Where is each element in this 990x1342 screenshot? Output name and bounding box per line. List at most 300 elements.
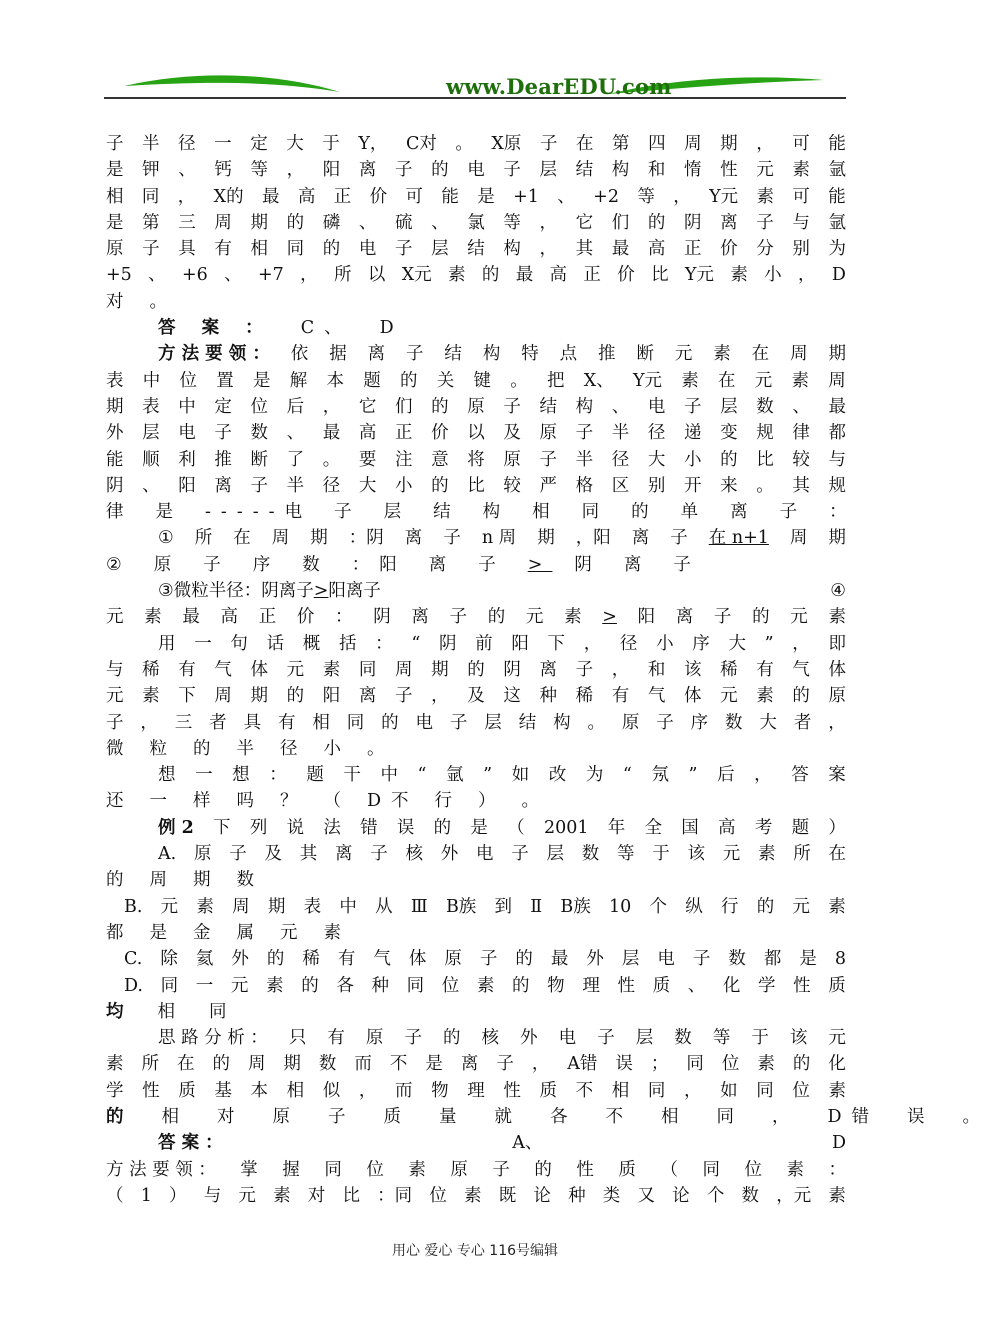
text-token: 话 xyxy=(266,633,285,654)
text-line xyxy=(106,210,846,236)
text-token: 一 xyxy=(195,765,213,786)
text-token: ， xyxy=(828,712,846,733)
text-token: 子 xyxy=(539,134,558,154)
text-token: 气 xyxy=(647,686,666,707)
text-token: 中 xyxy=(339,896,357,917)
text-token: 径 xyxy=(611,449,630,470)
text-token: 物 xyxy=(431,1080,449,1101)
text-token: ； xyxy=(650,1054,669,1075)
text-token: 1 xyxy=(140,1185,152,1206)
text-token: 高 xyxy=(358,423,377,444)
text-token: 元 xyxy=(790,607,808,628)
text-token: 稀 xyxy=(720,659,738,680)
text-token: （ xyxy=(106,1185,124,1206)
text-token: 电 xyxy=(467,160,485,181)
text-token: 同 xyxy=(686,1054,704,1075)
text-token: 原 xyxy=(272,1106,300,1127)
text-line xyxy=(106,657,846,683)
text-token: 正 xyxy=(684,239,702,260)
text-token: ， xyxy=(583,633,602,654)
text-token: 构 xyxy=(482,502,511,523)
text-line xyxy=(106,289,846,315)
text-token: 最 xyxy=(515,265,534,286)
text-token: 子 xyxy=(395,160,413,181)
text-line xyxy=(106,131,846,157)
text-token: 位 xyxy=(250,396,268,417)
text-token: ） xyxy=(478,791,506,812)
text-token: 子 xyxy=(503,160,521,181)
text-token: ： xyxy=(828,1159,846,1180)
text-token: 同 xyxy=(756,1080,774,1101)
text-token: 原 xyxy=(467,396,485,417)
text-token: ： xyxy=(243,581,262,602)
text-token: 可 xyxy=(405,186,423,207)
text-token: 周 xyxy=(214,686,232,707)
text-token: C对 xyxy=(405,134,437,154)
text-token: ，阳 xyxy=(575,528,611,549)
text-token: 一 xyxy=(149,791,177,812)
text-token: 了 xyxy=(286,449,305,470)
text-token: 大 xyxy=(647,449,666,470)
text-token: ， xyxy=(772,1106,800,1127)
text-token: X原 xyxy=(491,134,522,154)
text-token: 来 xyxy=(720,475,738,496)
text-line xyxy=(106,447,846,473)
text-token: X元 xyxy=(401,265,432,286)
text-token: 元 xyxy=(525,607,544,628)
text-token: 氩 xyxy=(828,160,846,181)
text-token: 中 xyxy=(178,396,196,417)
text-token: 断 xyxy=(250,449,268,470)
text-line xyxy=(106,525,846,551)
text-token: 径 xyxy=(178,134,196,154)
text-token: 题 xyxy=(791,817,810,838)
document-body xyxy=(106,131,990,1209)
text-token: 题 xyxy=(363,370,381,391)
text-token: ② xyxy=(106,554,132,575)
text-token: 位 xyxy=(366,1159,384,1180)
text-token: D xyxy=(379,318,404,339)
text-token: 子 xyxy=(406,344,424,365)
text-token: 序 xyxy=(690,712,709,733)
text-token: A错 xyxy=(567,1054,598,1075)
text-token: 方 法 要 领 ： xyxy=(106,1159,216,1180)
text-token: ， xyxy=(684,1080,702,1101)
text-token: 半 xyxy=(286,475,305,496)
text-token: 一 xyxy=(214,134,232,154)
text-token: 离 xyxy=(358,686,377,707)
text-token: 表 xyxy=(303,896,322,917)
text-token: 粒 xyxy=(191,581,209,602)
text-token: 考 xyxy=(754,817,773,838)
text-token: 素 xyxy=(196,896,214,917)
text-token: 案 xyxy=(828,765,846,786)
text-token: 后 xyxy=(717,765,735,786)
text-token: 其 xyxy=(299,844,318,865)
text-token: 正 xyxy=(583,265,601,286)
text-token: 子 xyxy=(478,554,506,575)
text-token: 径 xyxy=(226,581,244,602)
text-token: ， xyxy=(754,765,772,786)
text-token: 体 xyxy=(408,949,427,970)
text-token: 周 xyxy=(149,870,177,891)
text-line xyxy=(106,341,846,367)
text-token: 素 xyxy=(828,1080,846,1101)
text-token: 在 xyxy=(751,344,770,365)
text-line xyxy=(106,788,846,814)
text-token: 结 xyxy=(444,344,462,365)
text-token: 它 xyxy=(575,212,594,233)
text-token: ① xyxy=(158,528,174,549)
text-token: 子 xyxy=(328,1106,356,1127)
text-token: X的 xyxy=(213,186,244,207)
text-line xyxy=(106,710,846,736)
text-token: 素 xyxy=(564,607,582,628)
text-token: 可 xyxy=(792,186,810,207)
text-token: 于 xyxy=(652,844,670,865)
text-token: 外 xyxy=(440,844,459,865)
text-token: Y元 xyxy=(709,186,739,207)
text-token: 的 xyxy=(647,212,666,233)
text-token: 子 xyxy=(334,502,362,523)
text-token: 子 xyxy=(214,423,232,444)
text-token: 的 xyxy=(431,475,449,496)
text-token: 较 xyxy=(503,475,521,496)
text-token: 误 xyxy=(907,1106,935,1127)
text-token: 的 xyxy=(381,712,399,733)
text-token: 律 xyxy=(792,423,810,444)
text-token: 构 xyxy=(482,344,501,365)
text-token: 原 xyxy=(365,1028,384,1049)
text-line xyxy=(106,762,846,788)
text-line xyxy=(106,552,846,578)
text-token: 素 xyxy=(828,607,846,628)
text-token: 大 xyxy=(358,475,377,496)
text-token: 解 xyxy=(289,370,308,391)
text-token: 素 xyxy=(323,922,351,943)
text-token: 同 xyxy=(647,1080,666,1101)
text-token: 的 xyxy=(515,949,533,970)
text-token: 想 xyxy=(158,765,176,786)
text-token: 电 xyxy=(475,844,494,865)
text-token: 概 xyxy=(302,633,321,654)
text-token: 阳 xyxy=(328,581,346,602)
text-token: 定 xyxy=(250,134,268,154)
text-token: 本 xyxy=(326,370,344,391)
text-token: 类 xyxy=(602,1185,621,1206)
text-token: 误 xyxy=(396,817,415,838)
text-token: 序 xyxy=(692,633,710,654)
text-token: > xyxy=(602,607,617,628)
text-token: 第 xyxy=(612,134,630,154)
text-line xyxy=(106,604,846,630)
text-token: 的 xyxy=(106,1106,134,1127)
site-logo[interactable]: www.DearEDU.com xyxy=(446,74,672,99)
text-token: 论 xyxy=(533,1185,551,1206)
text-token: 、 xyxy=(178,160,196,181)
text-line xyxy=(106,499,857,525)
text-token: 子 xyxy=(496,1054,514,1075)
text-token: 说 xyxy=(286,817,305,838)
text-token: 外 xyxy=(106,423,124,444)
text-token: 要 xyxy=(358,449,377,470)
text-token: 气 xyxy=(373,949,391,970)
text-token: 子 xyxy=(575,423,594,444)
text-token: 相 xyxy=(161,1106,189,1127)
text-token: 结 xyxy=(433,502,461,523)
text-token: 以 xyxy=(367,265,386,286)
text-line xyxy=(106,946,846,972)
text-token: 比 xyxy=(651,265,669,286)
text-token: 粒 xyxy=(149,738,177,759)
text-token: 位 xyxy=(744,1159,762,1180)
text-token: 原 xyxy=(503,449,521,470)
text-token: 都 xyxy=(763,949,782,970)
text-token: 电 xyxy=(647,396,666,417)
text-token: 质 xyxy=(178,1080,196,1101)
text-token: 国 xyxy=(681,817,699,838)
text-token: 年 xyxy=(607,817,626,838)
text-token: 的 xyxy=(631,502,659,523)
text-token: 离 xyxy=(278,581,297,602)
text-token: 同 xyxy=(209,1001,237,1022)
text-token: 素 xyxy=(448,265,466,286)
text-token: 元 xyxy=(722,844,741,865)
text-token: 别 xyxy=(647,475,666,496)
text-token: 离 xyxy=(214,475,232,496)
text-token: 层 xyxy=(383,502,412,523)
text-line xyxy=(106,1025,846,1051)
text-token: ，元 xyxy=(776,1185,812,1206)
text-token: 稀 xyxy=(142,659,160,680)
text-line xyxy=(106,867,846,893)
text-token: 数 xyxy=(236,870,264,891)
text-token: 有 xyxy=(327,1028,345,1049)
text-token: 具 xyxy=(178,239,196,260)
text-token: 周 xyxy=(214,212,232,233)
text-token: 就 xyxy=(494,1106,522,1127)
text-token: 规 xyxy=(828,475,846,496)
text-token: ：阴 xyxy=(348,528,384,549)
text-token: 磷 xyxy=(322,212,341,233)
text-token: C、 xyxy=(300,318,352,339)
text-token: 原 xyxy=(828,686,846,707)
text-token: 不 xyxy=(605,1106,633,1127)
text-token: 素 xyxy=(713,344,731,365)
text-token: 握 xyxy=(282,1159,300,1180)
text-token: 推 xyxy=(598,344,616,365)
text-token: 下 xyxy=(547,633,566,654)
text-token: ， xyxy=(140,712,158,733)
text-line xyxy=(106,315,846,341)
text-token: 理 xyxy=(467,1080,485,1101)
text-token: 的 xyxy=(443,1028,461,1049)
text-token: 注 xyxy=(395,449,413,470)
text-token: 四 xyxy=(648,134,666,154)
text-token: 周 xyxy=(271,528,290,549)
text-token: 子 xyxy=(670,528,688,549)
text-token: 在 xyxy=(575,134,594,154)
text-token: 点 xyxy=(559,344,578,365)
text-token: 与 xyxy=(792,212,810,233)
text-token: 钙 xyxy=(214,160,232,181)
text-token: 性 xyxy=(503,1080,521,1101)
text-token: 化 xyxy=(722,975,741,996)
text-token: 别 xyxy=(792,239,810,260)
text-token: 中 xyxy=(380,765,398,786)
text-token: 最 xyxy=(550,949,569,970)
text-token: 径 xyxy=(280,738,308,759)
text-token: 是 xyxy=(477,186,495,207)
text-token: 是 xyxy=(106,212,124,233)
text-token: 数 xyxy=(674,1028,692,1049)
text-token: 括 xyxy=(338,633,357,654)
text-token: 子 xyxy=(296,581,314,602)
text-token: 三 xyxy=(178,212,196,233)
text-token: 外 xyxy=(586,949,604,970)
text-token: 。 xyxy=(756,475,774,496)
text-token: 同 xyxy=(358,659,377,680)
text-token: 。 xyxy=(455,134,473,154)
text-token: 律 xyxy=(106,502,134,523)
text-token: 氦 xyxy=(195,949,214,970)
text-token: 。 xyxy=(962,1106,990,1127)
text-token: 2001 xyxy=(543,817,589,838)
text-token: 构 xyxy=(575,396,594,417)
text-token: 子 xyxy=(756,212,774,233)
text-token: 子 xyxy=(511,844,529,865)
text-token: 价 xyxy=(617,265,635,286)
text-token: 的 xyxy=(756,896,775,917)
text-token: 素 xyxy=(408,1159,426,1180)
text-token: 高 xyxy=(718,817,736,838)
text-token: 变 xyxy=(720,423,738,444)
text-line xyxy=(106,262,846,288)
text-token: 表 xyxy=(142,396,160,417)
text-token: B族 xyxy=(445,896,477,917)
text-token: 高 xyxy=(220,607,239,628)
text-token: 子 xyxy=(479,949,498,970)
text-token: 子 xyxy=(449,607,468,628)
text-token: 及 xyxy=(467,686,485,707)
text-token: 阳 xyxy=(637,607,656,628)
text-token: 半 xyxy=(575,449,594,470)
text-token: 例 2 xyxy=(158,817,194,838)
text-token: 。 xyxy=(322,449,341,470)
text-token: 外 xyxy=(231,949,249,970)
text-token: 。 xyxy=(149,291,177,312)
text-token: 素 xyxy=(142,686,160,707)
text-token: 、 xyxy=(557,186,575,207)
text-token: 所 xyxy=(194,528,213,549)
text-token: 构 xyxy=(503,239,521,260)
text-token: ， xyxy=(611,659,630,680)
text-token: 结 xyxy=(575,160,594,181)
text-token: 严 xyxy=(539,475,557,496)
text-token: 元 xyxy=(230,975,249,996)
text-token: 性 xyxy=(793,975,811,996)
text-line xyxy=(106,1157,846,1183)
text-token: 下 xyxy=(178,686,196,707)
text-token: 种 xyxy=(539,686,557,707)
text-token: 的 xyxy=(481,265,500,286)
text-token: A. xyxy=(158,844,177,865)
text-token: ， xyxy=(539,212,557,233)
text-token: 在 xyxy=(233,528,251,549)
text-token: 顺 xyxy=(142,449,160,470)
text-token: “ xyxy=(417,765,427,786)
text-token: 元 xyxy=(286,659,305,680)
text-token: 氩 xyxy=(446,765,464,786)
text-token: 第 xyxy=(142,212,160,233)
text-token: 较 xyxy=(792,449,810,470)
text-token: 阴 xyxy=(106,475,124,496)
text-token: 氯 xyxy=(467,212,485,233)
text-token: 子 xyxy=(692,949,711,970)
text-token: 大 xyxy=(759,712,777,733)
text-token: 位 xyxy=(179,370,197,391)
text-token: 稀 xyxy=(575,686,594,707)
text-token: 周 xyxy=(232,896,250,917)
text-token: 量 xyxy=(439,1106,467,1127)
text-token: 开 xyxy=(684,475,702,496)
text-token: 们 xyxy=(611,212,630,233)
text-token: 性 xyxy=(617,975,635,996)
text-token: 能 xyxy=(828,134,846,154)
text-token: 小 xyxy=(656,633,674,654)
text-token: 、 xyxy=(286,423,305,444)
text-token: 子 xyxy=(395,686,413,707)
text-token: 原 xyxy=(621,712,640,733)
text-token: 的 xyxy=(212,1054,230,1075)
text-token: 8 xyxy=(834,949,846,970)
text-token: ④ xyxy=(830,581,846,602)
text-token: 学 xyxy=(758,975,776,996)
text-token: A、 xyxy=(512,1133,543,1154)
text-token: 子 xyxy=(449,712,468,733)
text-token: 原 xyxy=(106,239,124,260)
text-token: 键 xyxy=(473,370,491,391)
text-token: 正 xyxy=(333,186,352,207)
text-token: 干 xyxy=(343,765,361,786)
text-token: 均 xyxy=(106,1001,134,1022)
text-token: 还 xyxy=(106,791,134,812)
text-token: 构 xyxy=(553,712,571,733)
text-token: 都 xyxy=(106,922,134,943)
text-token: 等 xyxy=(712,1028,731,1049)
text-token: ” xyxy=(688,765,698,786)
text-token: 对 xyxy=(106,291,134,312)
text-token: 微 xyxy=(173,581,192,602)
text-token: 质 xyxy=(618,1159,636,1180)
text-token: 不 xyxy=(389,1054,408,1075)
text-token: 周 xyxy=(247,1054,266,1075)
text-token: 结 xyxy=(539,396,557,417)
text-token: ， xyxy=(531,1054,550,1075)
text-token: 相 xyxy=(106,186,124,207)
text-token: 子 xyxy=(106,712,124,733)
text-line xyxy=(106,1183,846,1209)
text-token: 答 案 ： xyxy=(158,318,273,339)
text-token: ， xyxy=(358,1080,377,1101)
text-token: 个 xyxy=(649,896,668,917)
text-token: 为 xyxy=(585,765,604,786)
text-token: 所 xyxy=(141,1054,159,1075)
text-token: 元 xyxy=(238,1185,256,1206)
text-token: 位 xyxy=(441,975,460,996)
text-token: 错 xyxy=(360,817,378,838)
text-token: 数 xyxy=(250,423,268,444)
